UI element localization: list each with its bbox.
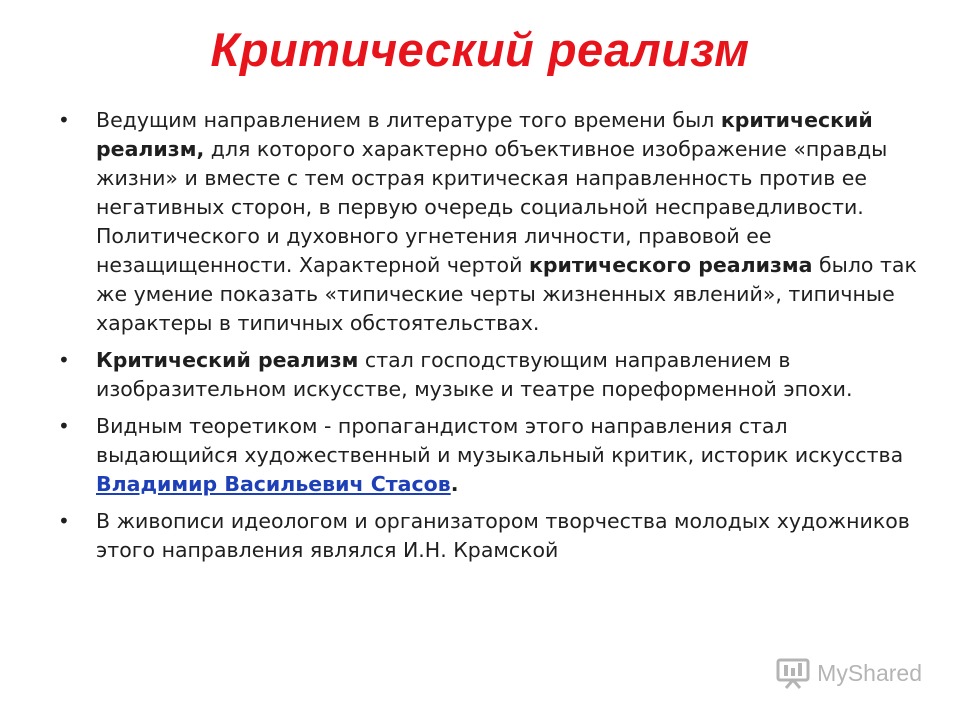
bullet-dot: •: [58, 509, 70, 533]
bullet-dot: •: [58, 414, 70, 438]
bullet-text: Видным теоретиком - пропагандистом этого направления стал выдающийся художественный и музыкальный критик, историк искусства: [96, 414, 904, 467]
bullet-text: для которого характерно объективное изображение «правды жизни» и вместе с тем острая критическая направленность против ее негативных сторон, в первую очередь социальной несправедливости. Политического и духовного угнетения личности, правовой ее незащищенности. Характерной чертой: [96, 137, 888, 277]
bullet-item: [58, 507, 918, 565]
bullet-text: было так же умение показать «типические черты жизненных явлений», типичные характеры в типичных обстоятельствах.: [96, 253, 917, 335]
bullet-text: .: [450, 472, 459, 496]
bullet-list: [58, 106, 918, 573]
bullet-dot: •: [58, 348, 70, 372]
watermark: [775, 656, 922, 690]
presentation-icon: [775, 657, 811, 689]
bullet-item: [58, 346, 918, 404]
bold-term: критического реализма: [528, 253, 813, 277]
bullet-item: [58, 106, 918, 338]
bold-term: Критический реализм: [96, 348, 359, 372]
watermark-text: MyShared: [817, 659, 922, 686]
bullet-dot: •: [58, 108, 70, 132]
bullet-text: Ведущим направлением в литературе того времени был: [96, 108, 721, 132]
bold-term: критический реализм,: [96, 108, 873, 161]
bullet-text: В живописи идеологом и организатором творчества молодых художников этого направления являлся И.Н. Крамской: [96, 509, 910, 562]
slide-title: Критический реализм: [210, 23, 750, 76]
bullet-item: [58, 412, 918, 499]
stasov-link[interactable]: Владимир Васильевич Стасов: [96, 472, 451, 496]
bullet-text: стал господствующим направлением в изобразительном искусстве, музыке и театре пореформенной эпохи.: [96, 348, 853, 401]
